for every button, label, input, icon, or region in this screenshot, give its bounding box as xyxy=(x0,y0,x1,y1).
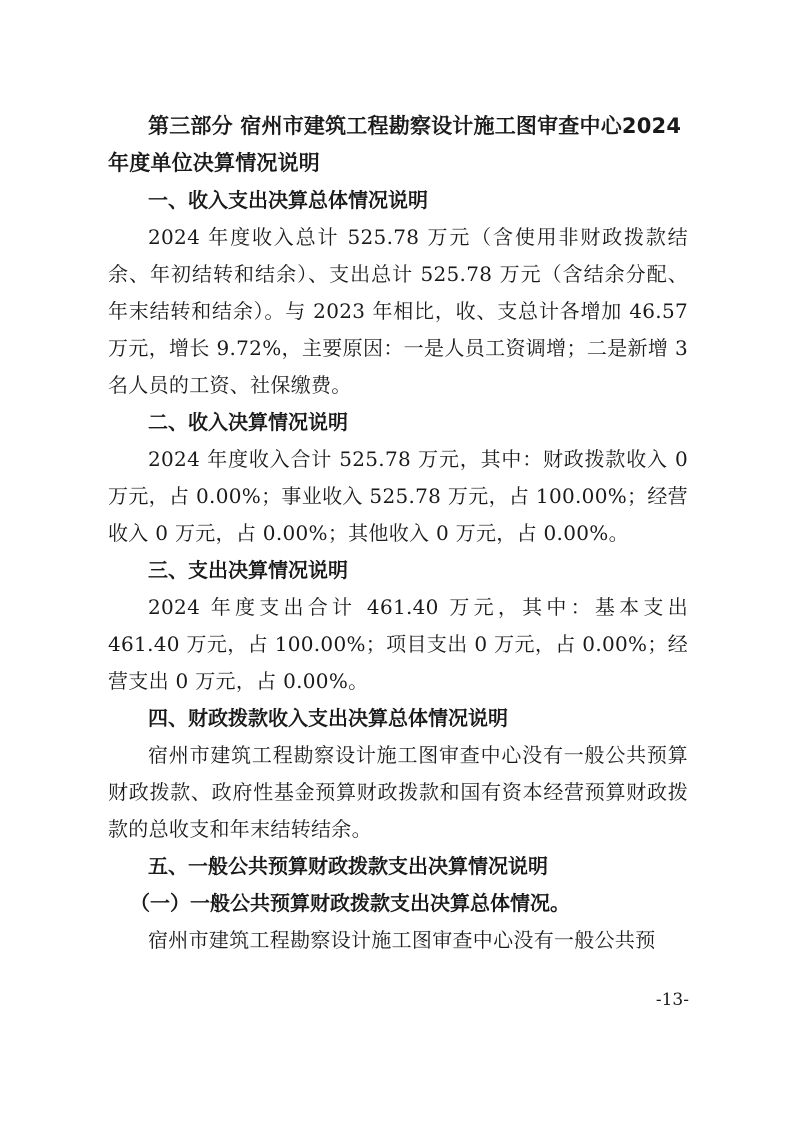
section-paragraph-3: 2024 年度支出合计 461.40 万元，其中：基本支出 461.40 万元，占 100.00%；项目支出 0 万元，占 0.00%；经营支出 0 万元，占 0.00%。 xyxy=(108,595,688,693)
section-heading-4: 四、财政拨款收入支出决算总体情况说明 xyxy=(148,706,508,730)
section-heading-5: 五、一般公共预算财政拨款支出决算情况说明 xyxy=(148,854,548,878)
section-heading-2: 二、收入决算情况说明 xyxy=(148,410,348,434)
section-subheading-5-1: （一）一般公共预算财政拨款支出决算总体情况。 xyxy=(130,891,570,915)
section-paragraph-2: 2024 年度收入合计 525.78 万元，其中：财政拨款收入 0 万元，占 0.00%；事业收入 525.78 万元，占 100.00%；经营收入 0 万元，占 0.00%；其他收入 0 万元，占 0.00%。 xyxy=(108,447,688,545)
section-heading-3: 三、支出决算情况说明 xyxy=(148,558,348,582)
document-title: 第三部分 宿州市建筑工程勘察设计施工图审查中心2024年度单位决算情况说明 xyxy=(108,114,682,175)
section-paragraph-1: 2024 年度收入总计 525.78 万元（含使用非财政拨款结余、年初结转和结余）、支出总计 525.78 万元（含结余分配、年末结转和结余）。与 2023 年相比，收、支总计各增加 46.57 万元，增长 9.72%，主要原因：一是人员工资调增；二是新增 3 名人员的工资、社保缴费。 xyxy=(108,225,688,397)
page-number: -13- xyxy=(655,990,689,1010)
document-body xyxy=(108,108,688,959)
section-paragraph-5: 宿州市建筑工程勘察设计施工图审查中心没有一般公共预 xyxy=(148,928,656,952)
section-heading-1: 一、收入支出决算总体情况说明 xyxy=(148,188,428,212)
section-paragraph-4: 宿州市建筑工程勘察设计施工图审查中心没有一般公共预算财政拨款、政府性基金预算财政拨款和国有资本经营预算财政拨款的总收支和年末结转结余。 xyxy=(108,743,688,841)
